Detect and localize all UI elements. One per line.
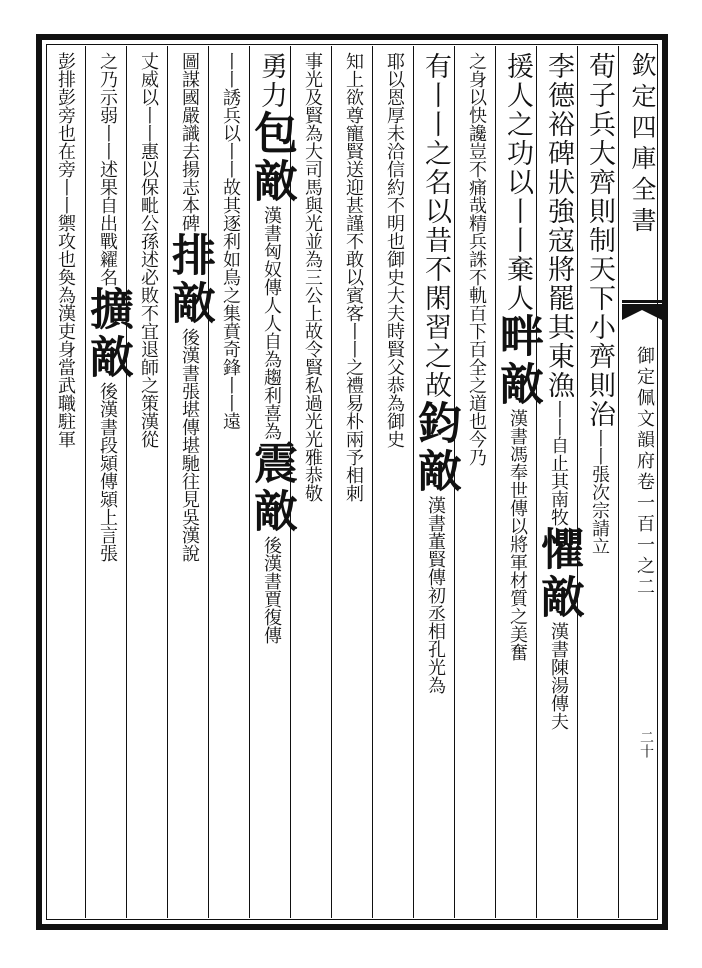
text-column-1 — [579, 52, 619, 914]
text-column-5 — [410, 52, 461, 914]
headword-note: 奐為漢吏身當武職駐軍 — [55, 268, 76, 448]
text-column-2 — [533, 52, 584, 914]
headword: 畔敵 — [492, 313, 543, 409]
headword: 擴敵 — [82, 286, 133, 382]
page-number: 二十 — [638, 730, 654, 758]
column-text: 丨丨誘兵以丨丨故其逐利如鳥之集 — [220, 52, 241, 322]
text-column-12 — [128, 52, 168, 914]
column-annotation: 易朴兩予相刺 — [343, 394, 364, 502]
column-text: 援人之功以丨丨棄人 — [502, 52, 533, 313]
headword: 鈞敵 — [410, 400, 461, 496]
headword-note: 精兵誅不軌百下百全之道也今乃 — [466, 214, 487, 466]
column-text: 知上欲尊寵賢送迎甚謹不敢以賓客丨丨之禮 — [343, 52, 364, 394]
text-column-11 — [164, 52, 215, 914]
column-text: 之身以快讒豈不痛哉 — [466, 52, 487, 214]
headword-note: 後漢書張堪傳堪馳往見吳漢說 — [179, 328, 200, 562]
text-column-7 — [333, 52, 373, 914]
headword-note: 公孫述必敗不宜退師之策漢從 — [138, 214, 159, 448]
volume-title: 御定佩文韻府卷一百一之二 — [634, 346, 655, 598]
column-text: 有丨丨之名以昔不閑習之故 — [420, 52, 451, 400]
column-annotation: 賁奇鋒丨丨遠 — [220, 322, 241, 430]
text-column-3 — [492, 52, 543, 914]
column-annotation: 丨丨張次宗請立 — [589, 429, 610, 555]
text-column-9 — [246, 52, 297, 914]
headword-note: 後漢書段熲傳熲上言張 — [97, 382, 118, 562]
text-column-13 — [82, 52, 133, 914]
headword-note: 漢書董賢傳初丞相孔光為 — [425, 496, 446, 694]
column-text: 耶以恩厚未洽信約不明也 — [384, 52, 405, 250]
headword: 懼敵 — [533, 526, 584, 622]
headword-note: 漢書陳湯傳夫 — [548, 622, 569, 730]
book-title: 欽定四庫全書 — [628, 52, 657, 238]
column-text: 李德裕碑狀強寇將罷其東漁 — [543, 52, 574, 400]
column-text: 之乃示弱丨丨述果自出戰糴名 — [97, 52, 118, 286]
fish-tail-mark-icon — [620, 300, 664, 340]
headword-note: 漢書匈奴傳人人自為趨利喜為 — [261, 206, 282, 440]
text-column-4 — [456, 52, 496, 914]
headword-note: 御史大夫時賢父恭為御史 — [384, 250, 405, 448]
headword: 排敵 — [164, 232, 215, 328]
headword-note: 後漢書賈復傳 — [261, 536, 282, 644]
column-text: 丈威以丨丨惠以保毗 — [138, 52, 159, 214]
text-column-14 — [46, 52, 85, 914]
text-column-6 — [374, 52, 414, 914]
text-column-10 — [210, 52, 250, 914]
text-column-8 — [292, 52, 332, 914]
headword: 包敵 — [246, 110, 297, 206]
column-annotation: 丨丨自止其南牧 — [548, 400, 569, 526]
column-text: 彭排彭旁也在旁丨丨禦攻也 — [55, 52, 76, 268]
column-text: 事光及賢為大司馬與光並為三公上故令賢私過光光雅恭敬 — [302, 52, 323, 502]
column-text: 勇力 — [256, 52, 287, 110]
column-rule — [85, 46, 86, 918]
headword: 震敵 — [246, 440, 297, 536]
column-text: 荀子兵大齊則制天下小齊則治 — [584, 52, 615, 429]
headword-note: 漢書馮奉世傳以將軍材質之美奮 — [507, 409, 528, 661]
column-text: 圖謀國嚴識去揚志本碑 — [179, 52, 200, 232]
